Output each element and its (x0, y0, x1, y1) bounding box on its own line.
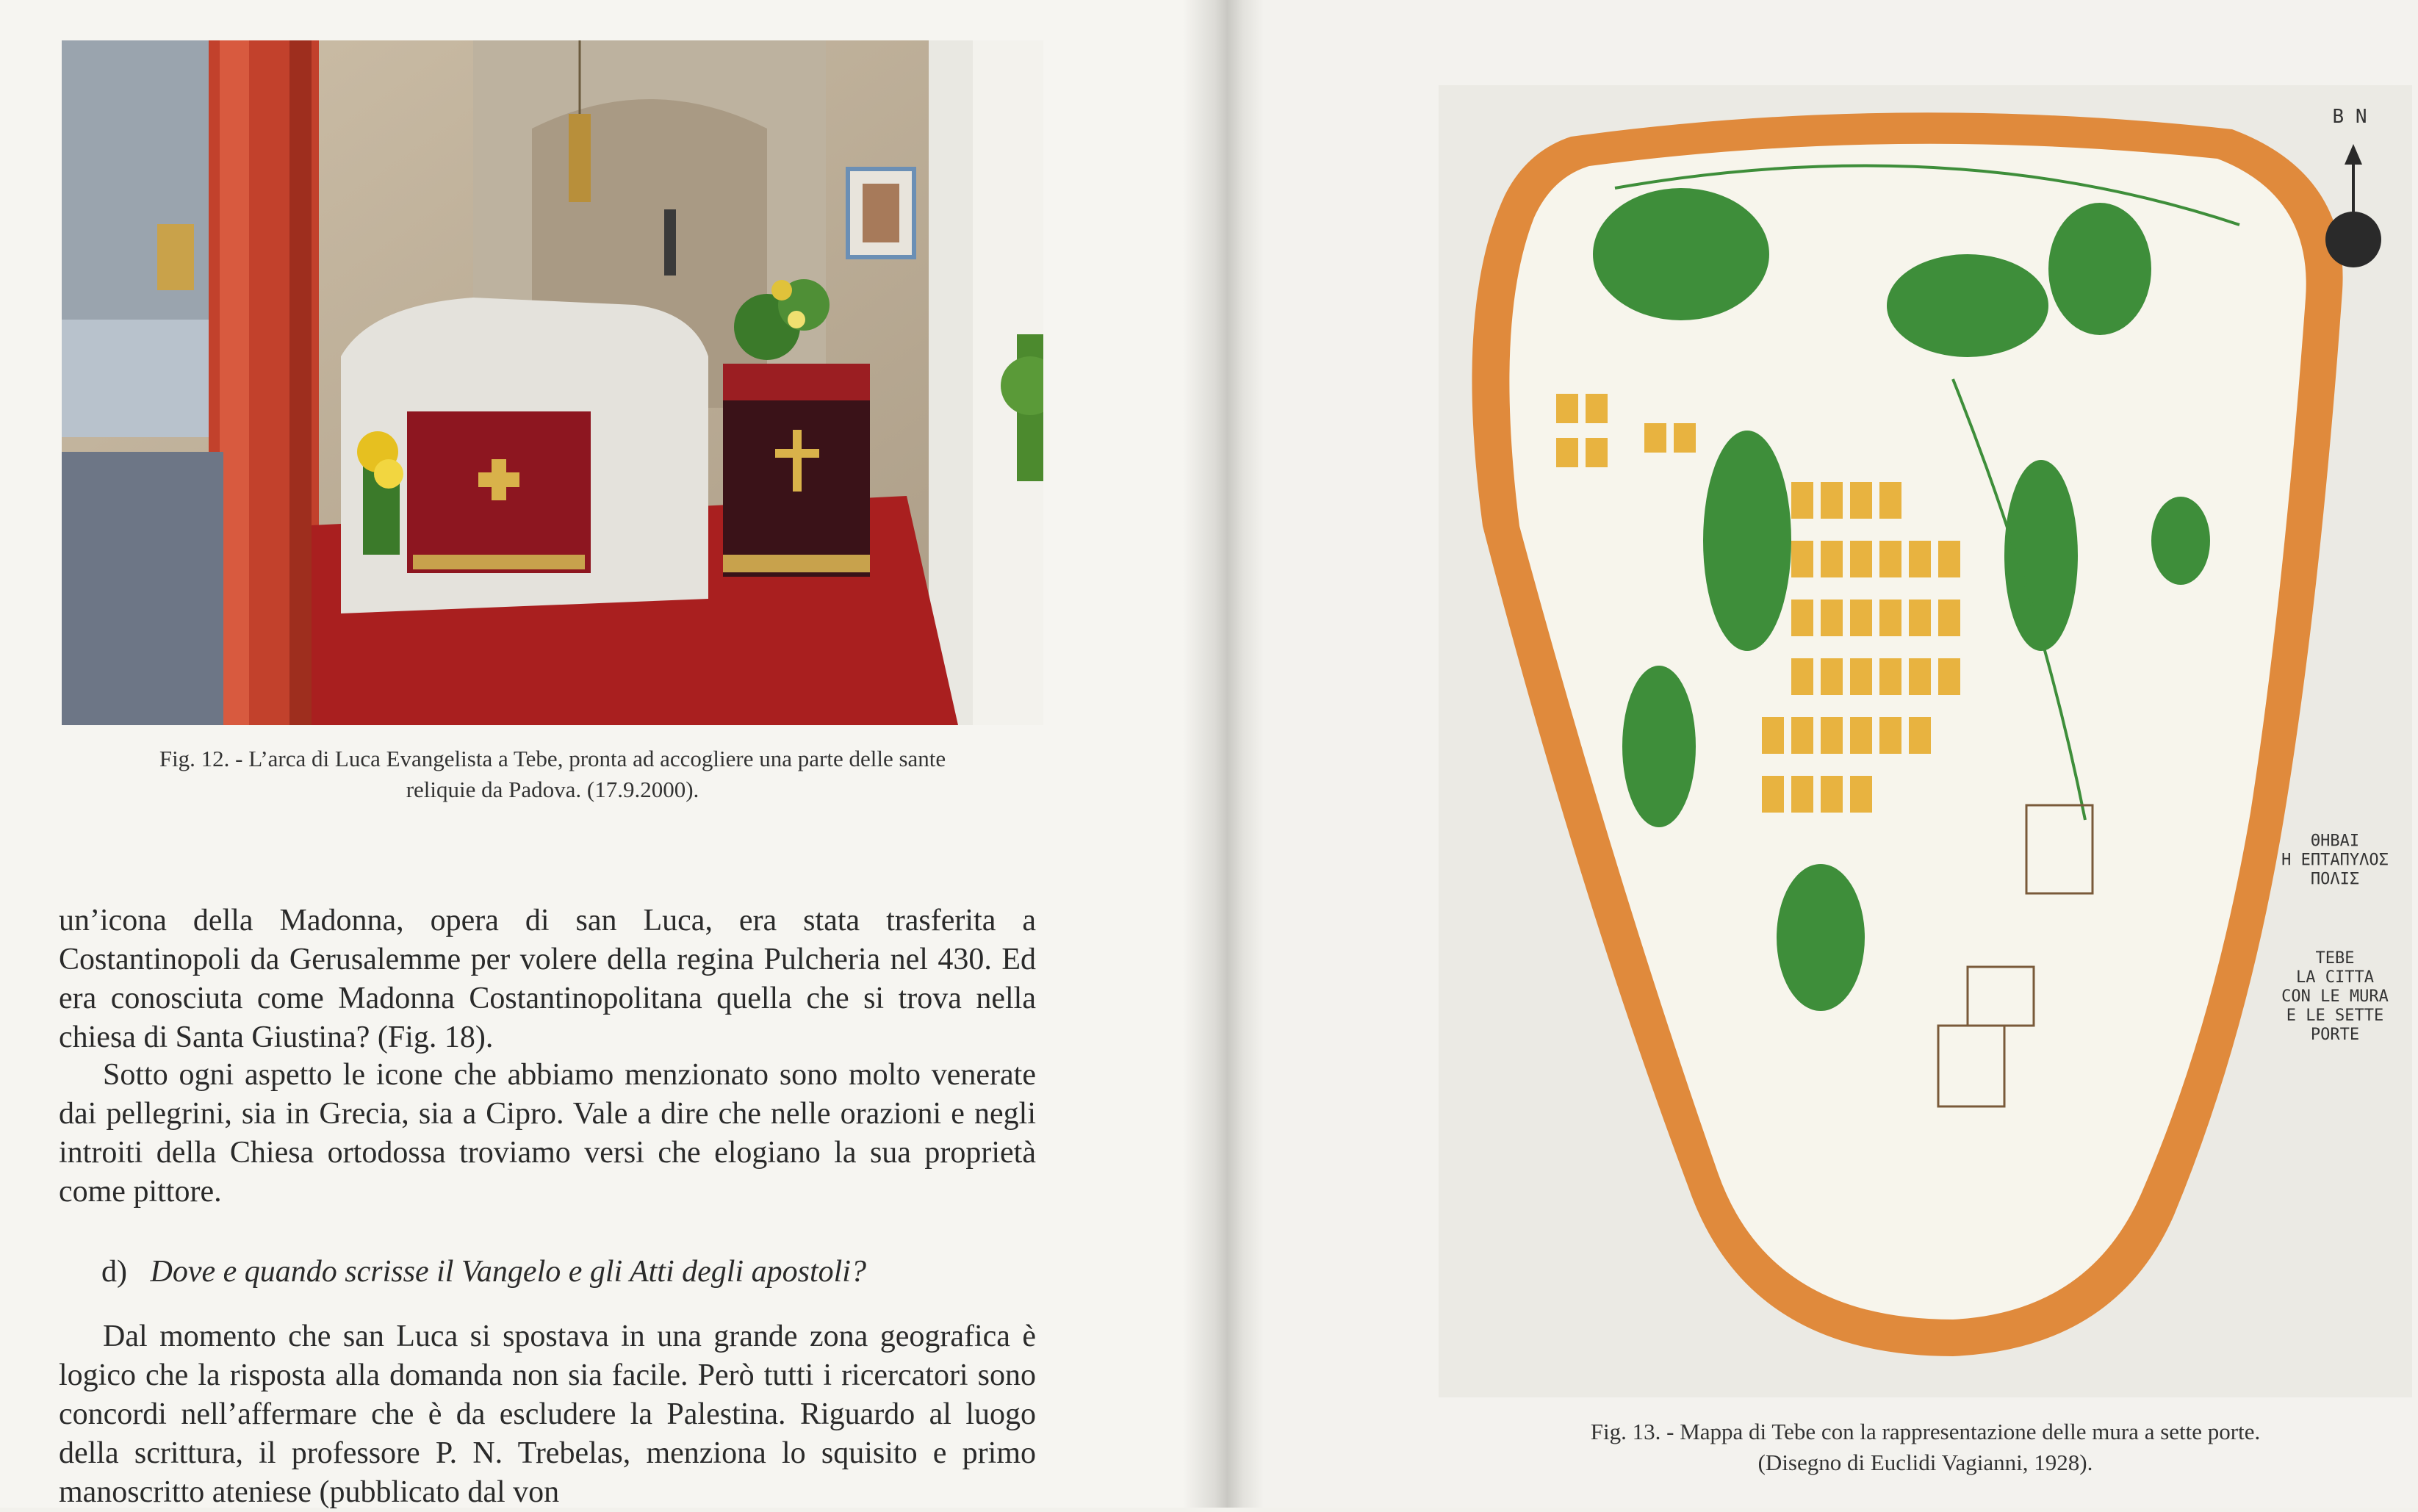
map-italian-title-line4: E LE SETTE (2286, 1007, 2384, 1025)
map-italian-title-line5: PORTE (2310, 1026, 2360, 1044)
figure-12-caption-line1: Fig. 12. - L’arca di Luca Evangelista a Tebe, pronta ad accogliere una parte delle sante (159, 746, 946, 771)
book-gutter (1183, 0, 1264, 1508)
figure-12-photo (62, 40, 1043, 725)
map-italian-title (2262, 949, 2408, 1045)
map-italian-title-line2: LA CITTA (2296, 968, 2374, 987)
figure-12-caption-line2: reliquie da Padova. (17.9.2000). (406, 777, 699, 802)
map-greek-title-line1: ΘΗΒΑΙ (2310, 832, 2360, 850)
map-italian-title-line1: TEBE (2315, 949, 2355, 968)
figure-13-caption-line1: Fig. 13. - Mappa di Tebe con la rappresentazione delle mura a sette porte. (1590, 1419, 2261, 1444)
paragraph-1: un’icona della Madonna, opera di san Luca, era stata trasferita a Costantinopoli da Gerusalemme per volere della regina Pulcheria nel 430. Ed era conosciuta come Madonna Costantinopolitana quella che si trova nella chiesa di Santa Giustina? (Fig. 18). (59, 904, 1036, 1054)
figure-13-map (1439, 85, 2412, 1397)
figure-13-caption-line2: (Disegno di Euclidi Vagianni, 1928). (1757, 1450, 2093, 1475)
map-greek-title-line3: ΠΟΛΙΣ (2310, 870, 2360, 888)
map-greek-title (2262, 832, 2408, 889)
map-greek-title-line2: Η ΕΠΤΑΠΥΛΟΣ (2281, 851, 2389, 869)
church-interior-illustration (62, 40, 1043, 725)
map-italian-title-line3: CON LE MURA (2281, 987, 2389, 1006)
thebes-map-illustration (1439, 85, 2412, 1397)
section-heading-label: d) (101, 1255, 127, 1289)
left-page (0, 0, 1183, 1508)
paragraph-2: Sotto ogni aspetto le icone che abbiamo menzionato sono molto venerate dai pellegrini, sia in Grecia, sia a Cipro. Vale a dire che nelle orazioni e negli introiti della Chiesa ortodossa troviamo versi che elogiano la sua proprietà come pittore. (59, 1058, 1036, 1209)
figure-12-caption (62, 744, 1043, 805)
section-heading-title: Dove e quando scrisse il Vangelo e gli Atti degli apostoli? (150, 1255, 866, 1289)
figure-13-caption (1439, 1416, 2412, 1478)
section-heading-d (101, 1253, 866, 1292)
paragraph-3: Dal momento che san Luca si spostava in una grande zona geografica è logico che la risposta alla domanda non sia facile. Però tutti i ricercatori sono concordi nell’affermare che è da escludere la Palestina. Riguardo al luogo della scrittura, il professore P. N. Trebelas, menziona lo squisito e primo manoscritto ateniese (pubblicato dal von (59, 1320, 1036, 1509)
compass-letters: B N (2332, 106, 2367, 128)
